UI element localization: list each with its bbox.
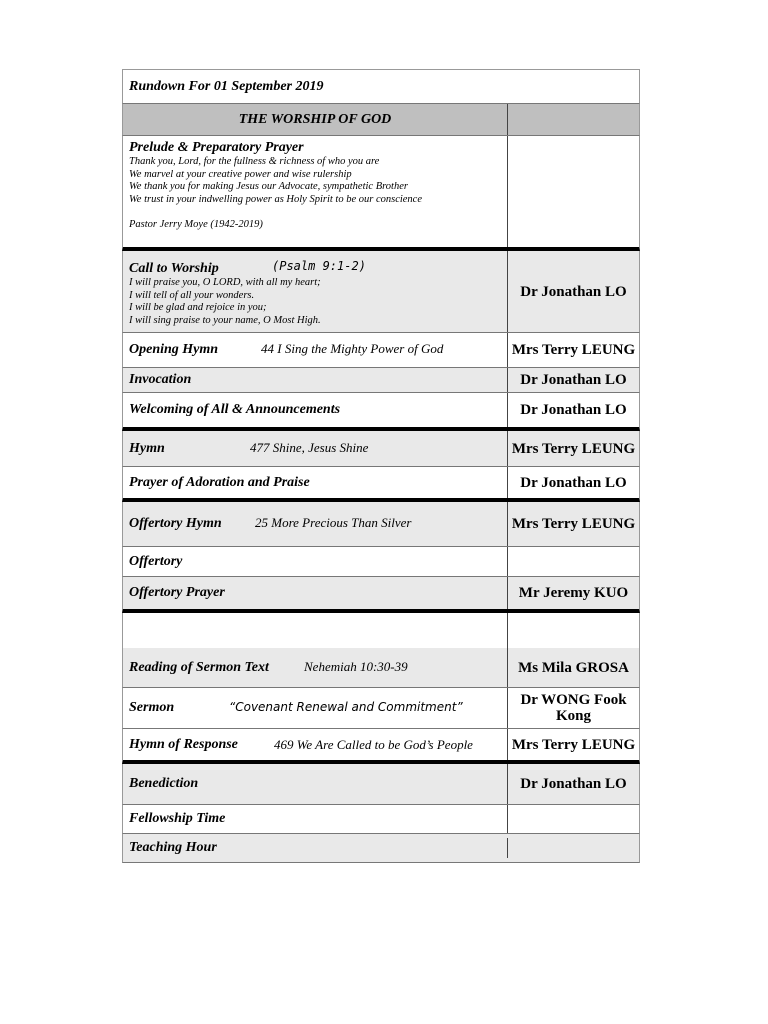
section-title: THE WORSHIP OF GOD <box>238 111 392 127</box>
item-title: Offertory Prayer <box>129 585 225 600</box>
item-title: Welcoming of All & Announcements <box>129 402 341 417</box>
item-detail: 44 I Sing the Mighty Power of God <box>261 341 444 356</box>
item-detail: 477 Shine, Jesus Shine <box>250 440 369 455</box>
item-person: Mrs Terry LEUNG <box>511 342 636 358</box>
item-person: Ms Mila GROSA <box>518 659 629 676</box>
schedule-row <box>122 834 640 863</box>
schedule-row <box>122 648 640 688</box>
prelude-line: Thank you, Lord, for the fullness & richness of who you are <box>129 156 380 167</box>
call-to-worship-row <box>122 251 640 333</box>
item-person: Dr Jonathan LO <box>520 776 627 792</box>
schedule-row <box>122 393 640 431</box>
item-title: Sermon <box>129 700 175 715</box>
item-person <box>508 805 639 833</box>
schedule-row <box>122 688 640 729</box>
item-person: Dr Jonathan LO <box>520 402 627 418</box>
item-title: Reading of Sermon Text <box>129 659 269 675</box>
psalm-line: I will be glad and rejoice in you; <box>129 302 267 313</box>
item-person: Mrs Terry LEUNG <box>511 440 636 457</box>
item-title: Hymn <box>129 440 165 456</box>
item-person: Dr Jonathan LO <box>520 474 627 491</box>
psalm-line: I will tell of all your wonders. <box>129 289 255 301</box>
prelude-row <box>122 136 640 251</box>
item-person: Mrs Terry LEUNG <box>511 516 636 532</box>
rundown-header <box>122 69 640 104</box>
item-person <box>508 834 639 862</box>
item-title: Prayer of Adoration and Praise <box>129 474 310 490</box>
schedule-row <box>122 729 640 764</box>
schedule-row <box>122 764 640 805</box>
prelude-line: We marvel at your creative power and wise rulership <box>129 168 352 180</box>
item-title: Fellowship Time <box>129 811 226 826</box>
psalm-line: I will praise you, O LORD, with all my heart; <box>129 277 321 288</box>
item-detail: 25 More Precious Than Silver <box>255 515 412 530</box>
item-title: Offertory Hymn <box>129 516 222 531</box>
call-to-worship-title: Call to Worship <box>129 261 219 276</box>
psalm-line: I will sing praise to your name, O Most High. <box>129 314 321 326</box>
rundown-table <box>122 69 640 863</box>
item-title: Offertory <box>129 553 183 569</box>
item-person: Dr Jonathan LO <box>520 372 627 388</box>
item-title: Opening Hymn <box>129 342 219 357</box>
item-person <box>508 547 639 576</box>
schedule-row <box>122 467 640 502</box>
item-title: Invocation <box>129 372 192 387</box>
call-to-worship-person: Dr Jonathan LO <box>520 283 627 300</box>
item-title: Teaching Hour <box>129 840 217 855</box>
section-header <box>122 104 640 136</box>
prelude-credit: Pastor Jerry Moye (1942-2019) <box>129 219 263 230</box>
schedule-row <box>122 577 640 613</box>
schedule-row <box>122 547 640 577</box>
item-title: Benediction <box>129 776 199 791</box>
schedule-row <box>122 431 640 467</box>
rundown-title: Rundown For 01 September 2019 <box>129 78 324 94</box>
item-title: Hymn of Response <box>129 736 238 752</box>
psalm-reference: (Psalm 9:1-2) <box>272 259 366 273</box>
schedule-row <box>122 333 640 368</box>
item-detail: Nehemiah 10:30-39 <box>304 659 408 674</box>
item-person: Mr Jeremy KUO <box>518 585 629 601</box>
blank-row <box>122 613 640 648</box>
prelude-title: Prelude & Preparatory Prayer <box>129 140 304 155</box>
schedule-row <box>122 368 640 393</box>
item-detail: 469 We Are Called to be God’s People <box>274 737 473 752</box>
schedule-row <box>122 502 640 547</box>
schedule-row <box>122 805 640 834</box>
item-person: Dr WONG Fook Kong <box>520 692 627 724</box>
prelude-line: We trust in your indwelling power as Holy Spirit to be our conscience <box>129 193 423 205</box>
prelude-line: We thank you for making Jesus our Advocate, sympathetic Brother <box>129 181 408 192</box>
item-person: Mrs Terry LEUNG <box>511 736 636 753</box>
item-detail: “Covenant Renewal and Commitment” <box>229 700 463 714</box>
